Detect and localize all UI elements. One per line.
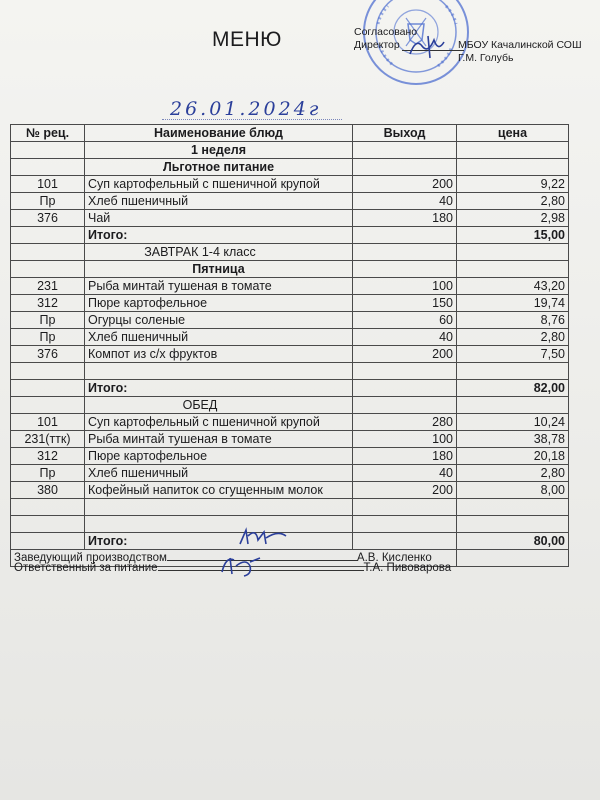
head-of-production-signature bbox=[236, 526, 290, 548]
cell-code: Пр bbox=[11, 312, 85, 329]
cell-output: 200 bbox=[353, 482, 457, 499]
cell-price: 43,20 bbox=[457, 278, 569, 295]
cell-name: Суп картофельный с пшеничной крупой bbox=[85, 414, 353, 431]
cell-price: 8,76 bbox=[457, 312, 569, 329]
cell-code: 312 bbox=[11, 448, 85, 465]
cell-name: Огурцы соленые bbox=[85, 312, 353, 329]
cell-price: 10,24 bbox=[457, 414, 569, 431]
responsible-signature bbox=[216, 552, 264, 578]
responsible-label: Ответственный за питание bbox=[14, 562, 158, 574]
cell-price: 2,80 bbox=[457, 465, 569, 482]
head-of-production-label: Заведующий производством bbox=[14, 552, 167, 564]
cell-price: 2,80 bbox=[457, 193, 569, 210]
cell-output: 40 bbox=[353, 193, 457, 210]
total-label: Итого: bbox=[85, 533, 353, 550]
total-label: Итого: bbox=[85, 380, 353, 397]
cell-code: 376 bbox=[11, 210, 85, 227]
cell-name: Пюре картофельное bbox=[85, 295, 353, 312]
cell-name: Хлеб пшеничный bbox=[85, 465, 353, 482]
cell-name: Хлеб пшеничный bbox=[85, 329, 353, 346]
approval-position: Директор bbox=[354, 39, 400, 51]
cell-price: 19,74 bbox=[457, 295, 569, 312]
table-row bbox=[11, 295, 569, 312]
cell-name: Чай bbox=[85, 210, 353, 227]
section1-title: Льготное питание bbox=[85, 159, 353, 176]
section-title-row bbox=[11, 159, 569, 176]
cell-code: 380 bbox=[11, 482, 85, 499]
cell-output: 280 bbox=[353, 414, 457, 431]
table-row bbox=[11, 448, 569, 465]
cell-output: 40 bbox=[353, 329, 457, 346]
section3-title: ОБЕД bbox=[85, 397, 353, 414]
total-row bbox=[11, 227, 569, 244]
cell-output: 100 bbox=[353, 431, 457, 448]
responsible-name: Т.А. Пивоварова bbox=[363, 562, 452, 574]
cell-output: 180 bbox=[353, 210, 457, 227]
total-value: 80,00 bbox=[457, 533, 569, 550]
head-of-production-name: А.В. Кисленко bbox=[356, 552, 432, 564]
header-output: Выход bbox=[353, 125, 457, 142]
section2-title: ЗАВТРАК 1-4 класс bbox=[85, 244, 353, 261]
table-row bbox=[11, 312, 569, 329]
cell-price: 20,18 bbox=[457, 448, 569, 465]
cell-output: 150 bbox=[353, 295, 457, 312]
cell-name: Компот из с/х фруктов bbox=[85, 346, 353, 363]
cell-name: Рыба минтай тушеная в томате bbox=[85, 278, 353, 295]
cell-price: 2,80 bbox=[457, 329, 569, 346]
cell-price: 9,22 bbox=[457, 176, 569, 193]
cell-output: 40 bbox=[353, 465, 457, 482]
date-underline bbox=[162, 119, 342, 120]
cell-output: 180 bbox=[353, 448, 457, 465]
week-label: 1 неделя bbox=[85, 142, 353, 159]
cell-name: Суп картофельный с пшеничной крупой bbox=[85, 176, 353, 193]
cell-output: 200 bbox=[353, 346, 457, 363]
table-row bbox=[11, 210, 569, 227]
director-signature bbox=[406, 32, 454, 60]
cell-code: Пр bbox=[11, 329, 85, 346]
cell-code: Пр bbox=[11, 465, 85, 482]
day-label: Пятница bbox=[85, 261, 353, 278]
cell-price: 7,50 bbox=[457, 346, 569, 363]
cell-price: 38,78 bbox=[457, 431, 569, 448]
cell-code: 231(ттк) bbox=[11, 431, 85, 448]
header-price: цена bbox=[457, 125, 569, 142]
table-row bbox=[11, 346, 569, 363]
handwritten-date: 26.01.2024г bbox=[170, 98, 322, 120]
approval-director-name: Г.М. Голубь bbox=[458, 52, 514, 64]
header-recipe-no: № рец. bbox=[11, 125, 85, 142]
cell-output: 200 bbox=[353, 176, 457, 193]
empty-row bbox=[11, 363, 569, 380]
cell-code: Пр bbox=[11, 193, 85, 210]
cell-code: 101 bbox=[11, 176, 85, 193]
table-row bbox=[11, 193, 569, 210]
table-row bbox=[11, 465, 569, 482]
section-title-row bbox=[11, 244, 569, 261]
cell-code: 376 bbox=[11, 346, 85, 363]
table-row bbox=[11, 176, 569, 193]
approval-agreed: Согласовано bbox=[354, 26, 418, 38]
cell-code: 312 bbox=[11, 295, 85, 312]
total-label: Итого: bbox=[85, 227, 353, 244]
cell-code: 231 bbox=[11, 278, 85, 295]
cell-code: 101 bbox=[11, 414, 85, 431]
empty-row bbox=[11, 499, 569, 516]
cell-name: Рыба минтай тушеная в томате bbox=[85, 431, 353, 448]
total-row bbox=[11, 380, 569, 397]
cell-price: 8,00 bbox=[457, 482, 569, 499]
day-row bbox=[11, 261, 569, 278]
cell-price: 2,98 bbox=[457, 210, 569, 227]
header-dish-name: Наименование блюд bbox=[85, 125, 353, 142]
menu-table bbox=[10, 124, 569, 567]
total-value: 15,00 bbox=[457, 227, 569, 244]
cell-name: Пюре картофельное bbox=[85, 448, 353, 465]
total-value: 82,00 bbox=[457, 380, 569, 397]
cell-name: Кофейный напиток со сгущенным молок bbox=[85, 482, 353, 499]
table-row bbox=[11, 329, 569, 346]
table-row bbox=[11, 278, 569, 295]
week-row bbox=[11, 142, 569, 159]
section-title-row bbox=[11, 397, 569, 414]
approval-school: МБОУ Качалинской СОШ bbox=[458, 39, 582, 51]
approval-block bbox=[354, 26, 594, 86]
cell-output: 60 bbox=[353, 312, 457, 329]
cell-name: Хлеб пшеничный bbox=[85, 193, 353, 210]
table-row bbox=[11, 482, 569, 499]
page-title: МЕНЮ bbox=[212, 28, 282, 51]
cell-output: 100 bbox=[353, 278, 457, 295]
table-row bbox=[11, 414, 569, 431]
table-header-row bbox=[11, 125, 569, 142]
table-row bbox=[11, 431, 569, 448]
